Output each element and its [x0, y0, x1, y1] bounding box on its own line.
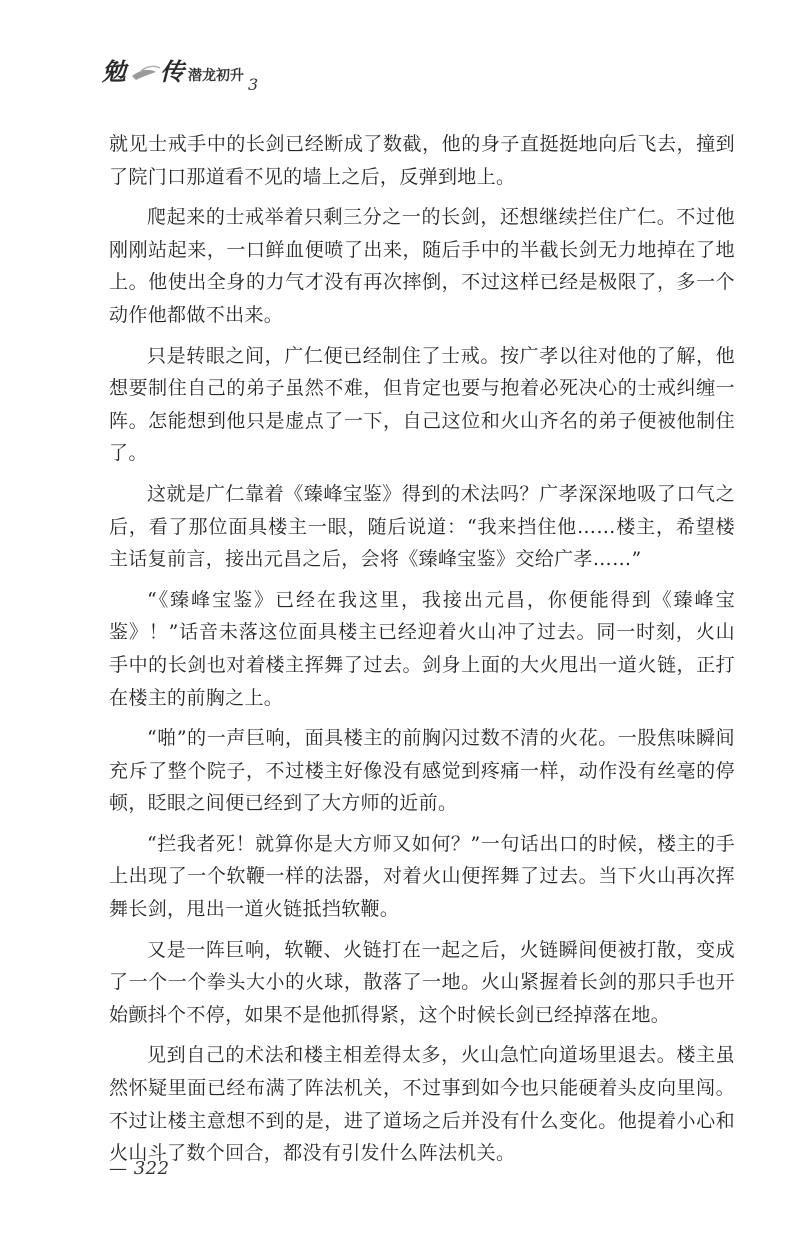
paragraph-6: “啪”的一声巨响，面具楼主的前胸闪过数不清的火花。一股焦味瞬间充斥了整个院子，不过楼主好像没有感觉到疼痛一样，动作没有丝毫的停顿，眨眼之间便已经到了大方师的近前。 — [109, 727, 735, 815]
paragraph-3: 只是转眼之间，广仁便已经制住了士戒。按广孝以往对他的了解，他想要制住自己的弟子虽然不难，但肯定也要与抱着必死决心的士戒纠缠一阵。怎能想到他只是虚点了一下，自己这位和火山齐名的弟子便被他制住了。 — [109, 344, 735, 465]
paragraph-1: 就见士戒手中的长剑已经断成了数截，他的身子直挺挺地向后飞去，撞到了院门口那道看不见的墙上之后，反弹到地上。 — [109, 133, 735, 188]
page-number: — 322 — [109, 1158, 170, 1179]
body-text — [109, 128, 735, 1178]
svg-text:勉: 勉 — [102, 57, 126, 86]
running-header — [100, 52, 720, 96]
svg-text:3: 3 — [248, 75, 259, 94]
paragraph-8: 又是一阵巨响，软鞭、火链打在一起之后，火链瞬间便被打散，变成了一个一个拳头大小的火球，散落了一地。火山紧握着长剑的那只手也开始颤抖个不停，如果不是他抓得紧，这个时候长剑已经掉落在地。 — [109, 938, 735, 1026]
paragraph-5: “《臻峰宝鉴》已经在我这里，我接出元昌，你便能得到《臻峰宝鉴》！”话音未落这位面具楼主已经迎着火山冲了过去。同一时刻，火山手中的长剑也对着楼主挥舞了过去。剑身上面的大火甩出一道火链，正打在楼主的前胸之上。 — [109, 588, 735, 709]
paragraph-4: 这就是广仁靠着《臻峰宝鉴》得到的术法吗？广孝深深地吸了口气之后，看了那位面具楼主一眼，随后说道：“我来挡住他……楼主，希望楼主话复前言，接出元昌之后，会将《臻峰宝鉴》交给广孝……” — [109, 482, 735, 571]
paragraph-9: 见到自己的术法和楼主相差得太多，火山急忙向道场里退去。楼主虽然怀疑里面已经布满了阵法机关，不过事到如今也只能硬着头皮向里闯。不过让楼主意想不到的是，进了道场之后并没有什么变化。他提着小心和火山斗了数个回合，都没有引发什么阵法机关。 — [109, 1044, 735, 1165]
book-title-logo — [100, 52, 340, 96]
svg-text:潜龙初升: 潜龙初升 — [188, 68, 244, 84]
svg-text:传: 传 — [160, 57, 184, 86]
paragraph-7: “拦我者死！就算你是大方师又如何？”一句话出口的时候，楼主的手上出现了一个软鞭一样的法器，对着火山便挥舞了过去。当下火山再次挥舞长剑，甩出一道火链抵挡软鞭。 — [109, 832, 735, 921]
paragraph-2: 爬起来的士戒举着只剩三分之一的长剑，还想继续拦住广仁。不过他刚刚站起来，一口鲜血便喷了出来，随后手中的半截长剑无力地掉在了地上。他使出全身的力气才没有再次摔倒，不过这样已经是极限了，多一个动作他都做不出来。 — [109, 206, 735, 326]
